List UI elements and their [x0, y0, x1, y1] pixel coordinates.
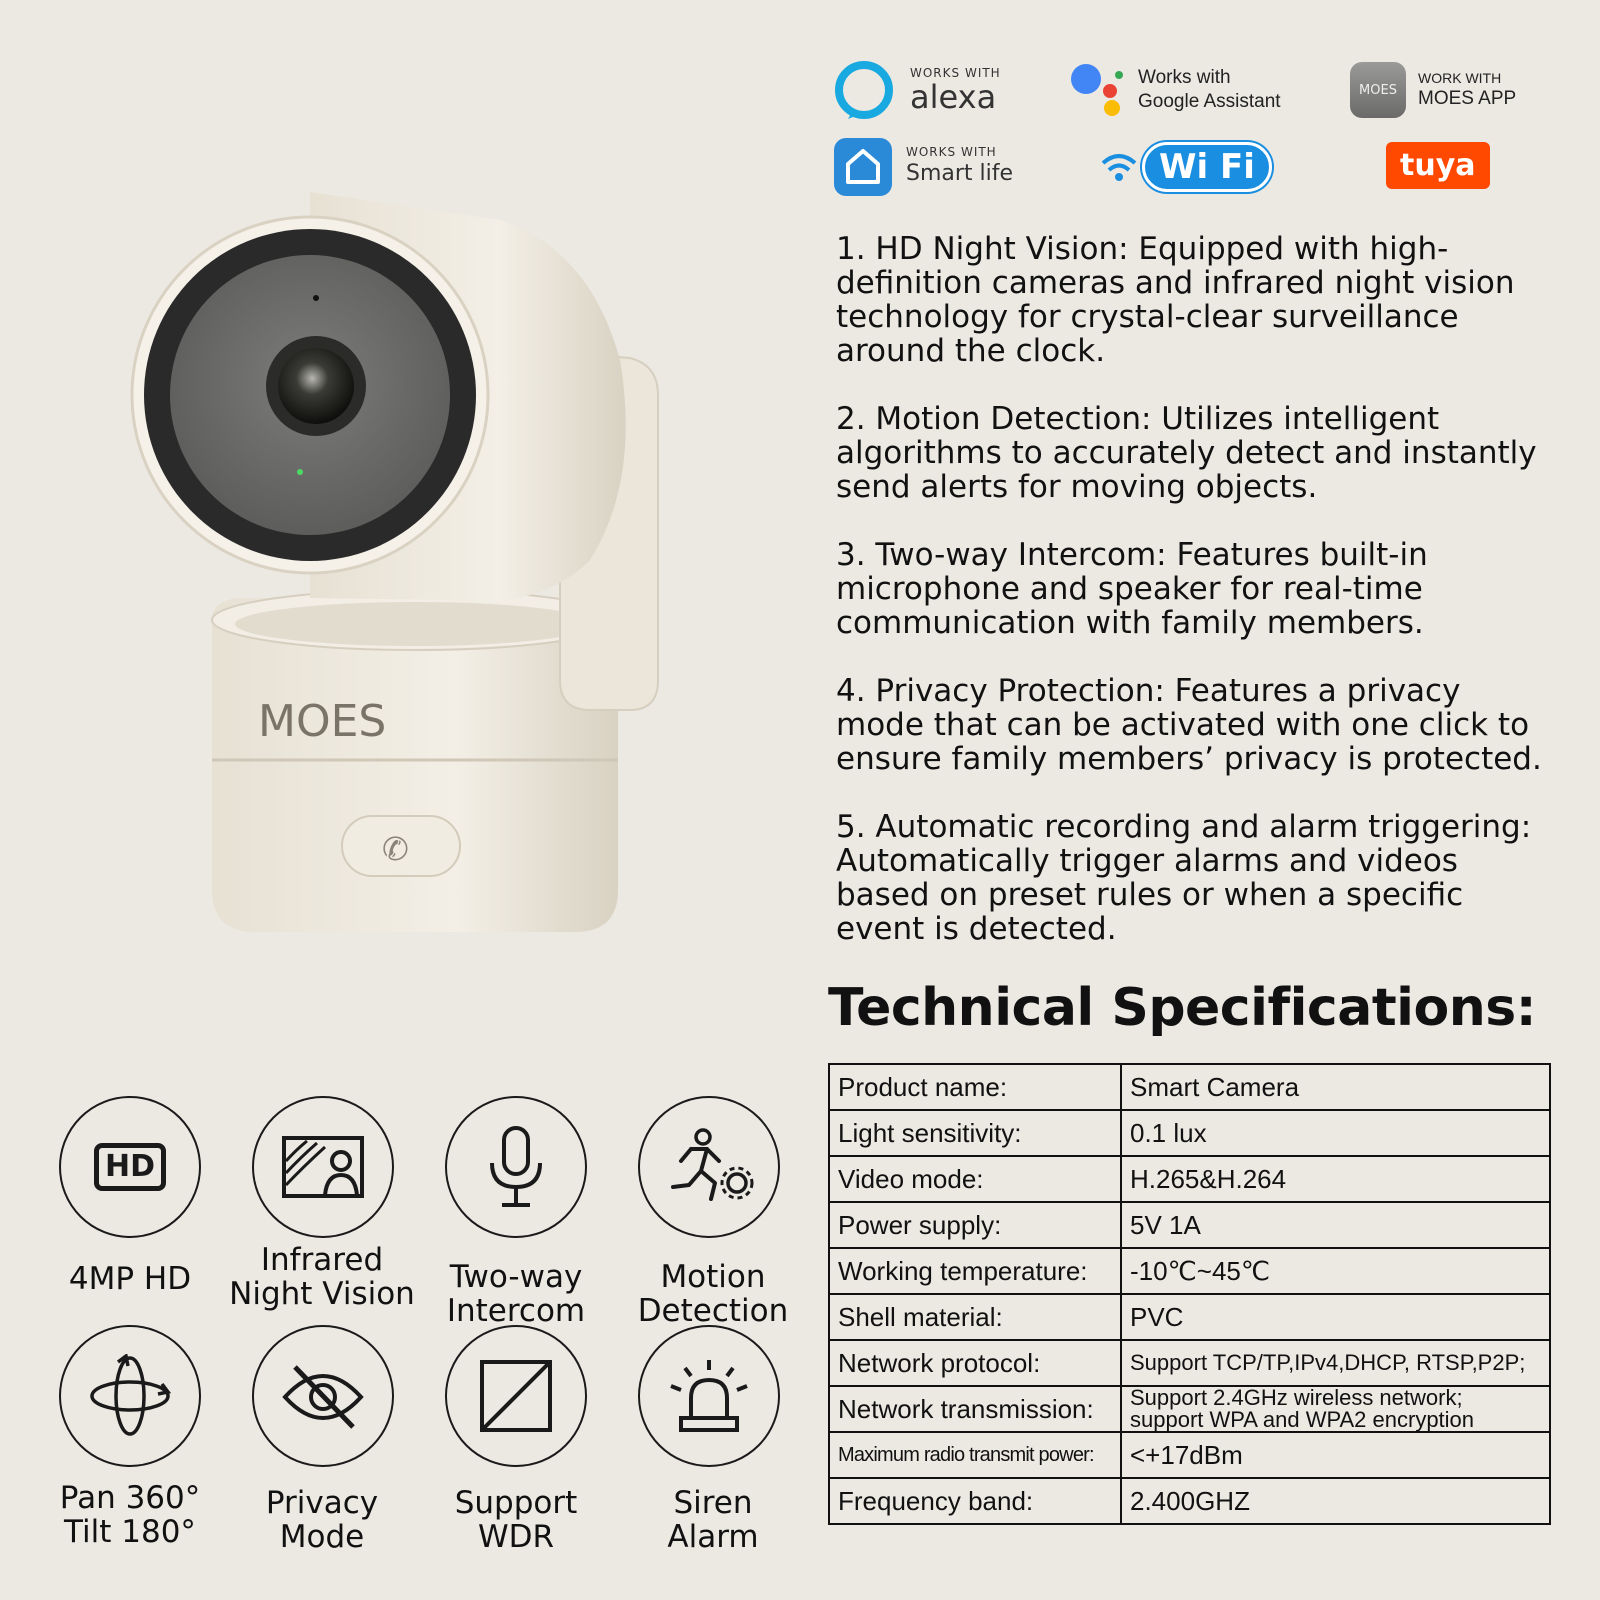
spec-value: 5V 1A — [1121, 1202, 1550, 1248]
google-assistant-icon — [1068, 62, 1128, 118]
moes-work-with: WORK WITH — [1418, 70, 1502, 86]
feature-night-vision: 1. HD Night Vision: Equipped with high-definition cameras and infrared night vision technology for crystal-clear surveillance around the clock. — [836, 231, 1515, 369]
moes-app-label: MOES APP — [1418, 88, 1517, 109]
moes-app-icon: MOES — [1350, 62, 1406, 118]
spec-value: Support TCP/TP,IPv4,DHCP, RTSP,P2P; — [1121, 1340, 1550, 1386]
motion-label — [613, 1260, 813, 1328]
siren-label-line2: Alarm — [667, 1519, 759, 1555]
siren-label-line1: Siren — [673, 1485, 753, 1521]
spec-key: Product name: — [829, 1064, 1121, 1110]
google-assistant-label: Google Assistant — [1138, 91, 1281, 112]
wifi-badge — [1100, 142, 1272, 192]
hd-label-text: 4MP HD — [68, 1261, 192, 1297]
spec-value: H.265&H.264 — [1121, 1156, 1550, 1202]
works-with-alexa-badge — [834, 60, 1001, 120]
privacy-icon-circle — [252, 1325, 394, 1467]
spec-row-product-name — [829, 1064, 1550, 1110]
spec-row-power-supply — [829, 1202, 1550, 1248]
works-with-moes-badge — [1350, 62, 1516, 118]
privacy-label — [222, 1486, 422, 1554]
alexa-works-with: WORKS WITH — [910, 66, 1001, 80]
hd-label — [30, 1262, 230, 1296]
feature-motion-detection: 2. Motion Detection: Utilizes intelligent algorithms to accurately detect and instantly send alerts for moving objects. — [836, 401, 1537, 505]
spec-key: Maximum radio transmit power: — [829, 1432, 1121, 1478]
spec-value: Support 2.4GHz wireless network; support WPA and WPA2 encryption — [1121, 1386, 1550, 1432]
night-vision-icon-circle — [252, 1096, 394, 1238]
spec-row-frequency-band — [829, 1478, 1550, 1524]
hd-icon: HD — [94, 1143, 166, 1191]
spec-row-light-sensitivity — [829, 1110, 1550, 1156]
spec-value: Smart Camera — [1121, 1064, 1550, 1110]
wdr-label-line1: Support — [454, 1485, 578, 1521]
wdr-icon-circle — [445, 1325, 587, 1467]
spec-key: Network protocol: — [829, 1340, 1121, 1386]
wdr-icon — [479, 1359, 553, 1433]
tuya-logo: tuya — [1386, 142, 1490, 189]
pan-label-line1: Pan 360° — [59, 1480, 201, 1516]
feature-two-way-intercom: 3. Two-way Intercom: Features built-in microphone and speaker for real-time communication with family members. — [836, 537, 1428, 641]
smart-life-icon — [834, 138, 892, 196]
spec-row-network-protocol — [829, 1340, 1550, 1386]
spec-key: Shell material: — [829, 1294, 1121, 1340]
feature-privacy-protection: 4. Privacy Protection: Features a privacy mode that can be activated with one click to ensure family members’ privacy is protected. — [836, 673, 1542, 777]
night-vision-label — [222, 1243, 422, 1311]
siren-label — [613, 1486, 813, 1554]
spec-title: Technical Specifications: — [828, 978, 1536, 1038]
intercom-label-line1: Two-way — [449, 1259, 583, 1295]
privacy-label-line2: Mode — [279, 1519, 365, 1555]
motion-label-line2: Detection — [637, 1293, 789, 1329]
smartlife-works-with: WORKS WITH — [906, 145, 997, 159]
night-vision-icon — [281, 1135, 365, 1199]
feature-auto-recording: 5. Automatic recording and alarm triggering: Automatically trigger alarms and videos based on preset rules or when a specific event is detected. — [836, 809, 1532, 947]
siren-alarm-icon — [667, 1358, 751, 1434]
privacy-label-line1: Privacy — [265, 1485, 379, 1521]
motion-label-line1: Motion — [660, 1259, 766, 1295]
spec-row-max-transmit-power — [829, 1432, 1550, 1478]
camera-lens — [278, 348, 354, 424]
spec-key: Video mode: — [829, 1156, 1121, 1202]
spec-value: -10℃~45℃ — [1121, 1248, 1550, 1294]
night-vision-label-line2: Night Vision — [229, 1276, 415, 1312]
camera-product-image — [120, 180, 680, 960]
eye-slash-icon — [281, 1361, 365, 1431]
pan-tilt-label — [30, 1481, 230, 1549]
svg-text:✆: ✆ — [382, 830, 409, 868]
motion-detection-icon — [663, 1127, 755, 1207]
wdr-label-line2: WDR — [477, 1519, 555, 1555]
feature-list — [836, 232, 1556, 980]
spec-row-working-temperature — [829, 1248, 1550, 1294]
night-vision-label-line1: Infrared — [260, 1242, 384, 1278]
tilt-label-line2: Tilt 180° — [64, 1514, 196, 1550]
spec-key: Power supply: — [829, 1202, 1121, 1248]
alexa-label: alexa — [910, 78, 997, 116]
works-with-smartlife-badge — [834, 138, 1013, 196]
spec-table — [828, 1063, 1551, 1525]
siren-icon-circle — [638, 1325, 780, 1467]
tuya-badge — [1386, 142, 1490, 189]
wifi-label: Wi Fi — [1142, 142, 1272, 192]
intercom-icon-circle — [445, 1096, 587, 1238]
intercom-label-line2: Intercom — [446, 1293, 586, 1329]
spec-value: <+17dBm — [1121, 1432, 1550, 1478]
rotate-360-icon — [88, 1354, 172, 1438]
camera-brand-logo: MOES — [258, 696, 387, 747]
microphone-icon — [486, 1125, 546, 1209]
intercom-label — [416, 1260, 616, 1328]
spec-key: Working temperature: — [829, 1248, 1121, 1294]
spec-key: Network transmission: — [829, 1386, 1121, 1432]
google-works-with: Works with — [1138, 67, 1231, 88]
wdr-label — [416, 1486, 616, 1554]
spec-value: 0.1 lux — [1121, 1110, 1550, 1156]
works-with-google-badge — [1068, 62, 1281, 118]
alexa-icon — [834, 60, 894, 120]
spec-value: PVC — [1121, 1294, 1550, 1340]
spec-key: Light sensitivity: — [829, 1110, 1121, 1156]
spec-row-shell-material — [829, 1294, 1550, 1340]
wifi-icon — [1100, 149, 1138, 185]
spec-value: 2.400GHZ — [1121, 1478, 1550, 1524]
spec-row-video-mode — [829, 1156, 1550, 1202]
smartlife-label: Smart life — [906, 161, 1014, 186]
pan-tilt-icon-circle — [59, 1325, 201, 1467]
hd-icon-circle — [59, 1096, 201, 1238]
spec-row-network-transmission — [829, 1386, 1550, 1432]
motion-icon-circle — [638, 1096, 780, 1238]
spec-key: Frequency band: — [829, 1478, 1121, 1524]
